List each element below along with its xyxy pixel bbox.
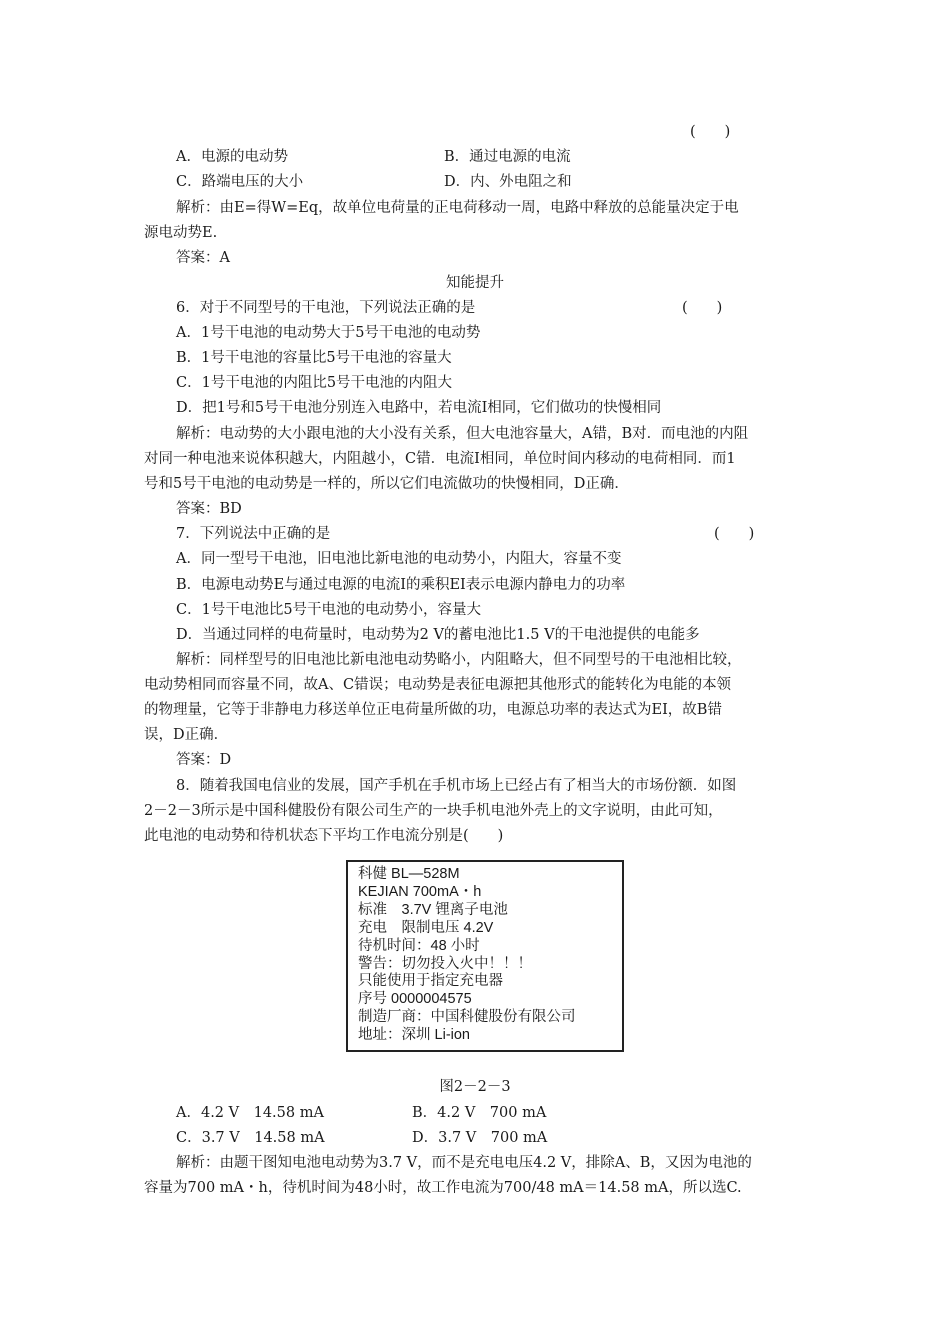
battery-label-line: 只能使用于指定充电器: [358, 973, 503, 990]
q6-option-c: C．1号干电池的内阻比5号干电池的内阻大: [176, 375, 453, 391]
q6-analysis-line3: 号和5号干电池的电动势是一样的，所以它们电流做功的快慢相同，D正确．: [144, 476, 629, 492]
q8-option-b: B．4.2 V 700 mA: [412, 1105, 547, 1121]
q7-analysis-line1: 解析：同样型号的旧电池比新电池电动势略小，内阻略大，但不同型号的干电池相比较，: [176, 652, 742, 668]
q8-option-a: A．4.2 V 14.58 mA: [176, 1105, 324, 1121]
q6-answer: 答案：BD: [176, 501, 242, 517]
q8-option-d: D．3.7 V 700 mA: [412, 1130, 548, 1146]
battery-label-line: 地址：深圳 Li-ion: [358, 1027, 470, 1044]
q5-option-d: D．内、外电阻之和: [444, 174, 572, 190]
q5-answer-paren: ( ): [690, 124, 731, 140]
battery-label-line: 制造厂商：中国科健股份有限公司: [358, 1009, 576, 1026]
q7-analysis-line4: 误，D正确．: [144, 727, 229, 743]
battery-label-line: 序号 0000004575: [358, 991, 472, 1008]
figure-caption: 图2－2－3: [439, 1079, 511, 1095]
q8-analysis-line2: 容量为700 mA・h，待机时间为48小时，故工作电流为700/48 mA＝14.58 mA，所以选C.: [144, 1180, 742, 1196]
battery-label-line: 待机时间：48 小时: [358, 937, 480, 954]
q7-answer: 答案：D: [176, 752, 232, 768]
q7-option-c: C．1号干电池比5号干电池的电动势小，容量大: [176, 602, 482, 618]
q6-option-b: B．1号干电池的容量比5号干电池的容量大: [176, 350, 452, 366]
q7-analysis-line3: 的物理量，它等于非静电力移送单位正电荷量所做的功，电源总功率的表达式为EI，故B错: [144, 702, 722, 718]
q6-analysis-line1: 解析：电动势的大小跟电池的大小没有关系，但大电池容量大，A错，B对．而电池的内阻: [176, 426, 749, 442]
battery-label-line: 标准 3.7V 锂离子电池: [358, 901, 508, 918]
q6-analysis-line2: 对同一种电池来说体积越大，内阻越小，C错．电流I相同，单位时间内移动的电荷相同．而1: [144, 451, 736, 467]
q5-option-a: A．电源的电动势: [176, 149, 288, 165]
q5-option-c: C．路端电压的大小: [176, 174, 304, 190]
q7-option-b: B．电源电动势E与通过电源的电流I的乘积EI表示电源内静电力的功率: [176, 577, 626, 593]
q5-answer: 答案：A: [176, 250, 230, 266]
battery-label-line: 充电 限制电压 4.2V: [358, 919, 494, 936]
q8-stem-line2: 2－2－3所示是中国科健股份有限公司生产的一块手机电池外壳上的文字说明，由此可知，: [144, 803, 723, 819]
q7-analysis-line2: 电动势相同而容量不同，故A、C错误；电动势是表征电源把其他形式的能转化为电能的本领: [144, 677, 732, 693]
section-title: 知能提升: [446, 275, 504, 291]
q8-stem-line1: 8．随着我国电信业的发展，国产手机在手机市场上已经占有了相当大的市场份额．如图: [176, 778, 737, 794]
q7-stem: 7．下列说法中正确的是: [176, 526, 331, 542]
q8-option-c: C．3.7 V 14.58 mA: [176, 1130, 325, 1146]
q6-stem: 6．对于不同型号的干电池，下列说法正确的是: [176, 300, 476, 316]
battery-label-figure: [346, 860, 624, 1052]
q6-option-d: D．把1号和5号干电池分别连入电路中，若电流I相同，它们做功的快慢相同: [176, 400, 662, 416]
q7-option-d: D．当通过同样的电荷量时，电动势为2 V的蓄电池比1.5 V的干电池提供的电能多: [176, 627, 700, 643]
battery-label-line: 科健 BL—528M: [358, 866, 460, 882]
battery-label-line: KEJIAN 700mA・h: [358, 883, 482, 900]
q8-analysis-line1: 解析：由题干图知电池电动势为3.7 V，而不是充电电压4.2 V，排除A、B，又因为电池的: [176, 1155, 752, 1171]
q5-option-b: B．通过电源的电流: [444, 149, 571, 165]
battery-label-line: 警告：切勿投入火中！！！: [358, 955, 532, 972]
q6-answer-paren: ( ): [682, 300, 723, 316]
q5-analysis-line1: 解析：由E=得W=Eq，故单位电荷量的正电荷移动一周，电路中释放的总能量决定于电: [176, 200, 739, 216]
q5-analysis-line2: 源电动势E.: [144, 225, 218, 241]
q7-answer-paren: ( ): [714, 526, 755, 542]
q8-stem-line3: 此电池的电动势和待机状态下平均工作电流分别是( ): [144, 828, 504, 844]
q6-option-a: A．1号干电池的电动势大于5号干电池的电动势: [176, 325, 481, 341]
q7-option-a: A．同一型号干电池，旧电池比新电池的电动势小，内阻大，容量不变: [176, 551, 622, 567]
